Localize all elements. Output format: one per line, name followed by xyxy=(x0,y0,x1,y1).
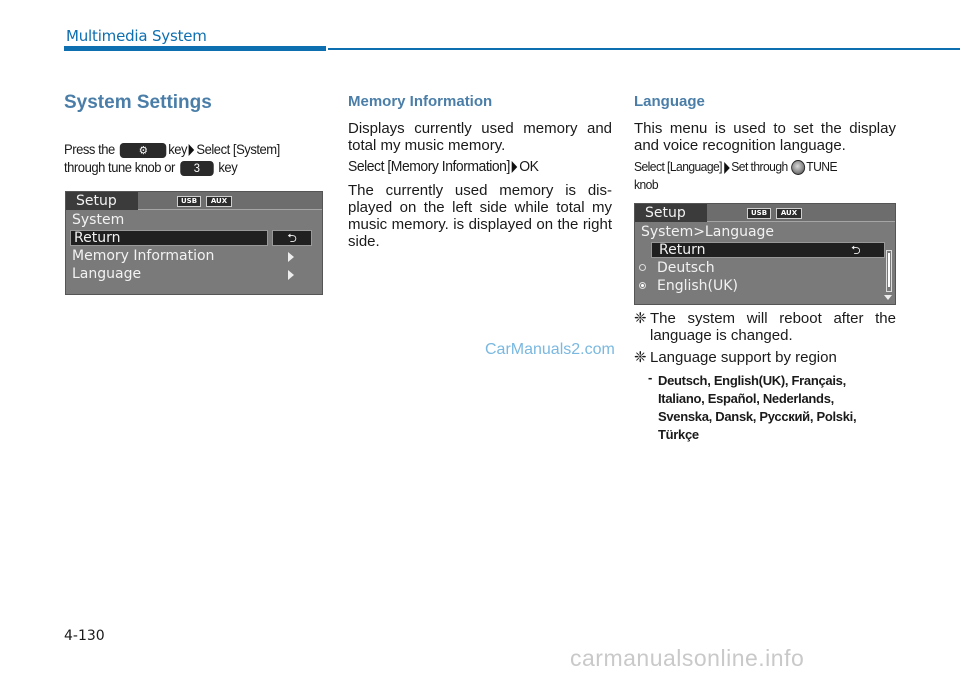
note-language-support xyxy=(634,349,896,366)
arrow-right-icon xyxy=(512,161,518,173)
instr-text: knob xyxy=(634,177,658,192)
header-rule-thick xyxy=(64,46,326,51)
language-option-deutsch[interactable] xyxy=(635,259,895,277)
gear-icon: ⚙ xyxy=(138,144,148,157)
instr-text: Select [Memory Information] xyxy=(348,158,510,175)
chevron-right-icon xyxy=(288,270,294,280)
menu-item-return[interactable] xyxy=(635,241,895,259)
radio-selected xyxy=(639,282,646,289)
memory-info-instruction xyxy=(348,158,608,176)
memory-info-paragraph-1: Displays currently used memory and total my music memory. xyxy=(348,120,612,154)
instr-text: TUNE xyxy=(806,159,837,174)
list-item: Italiano, Español, Nederlands, xyxy=(658,391,834,406)
instr-text: Select [Language] xyxy=(634,159,722,174)
screen-heading-text: System xyxy=(72,212,125,228)
scrollbar[interactable] xyxy=(886,250,892,292)
list-dash: - xyxy=(648,370,653,385)
chevron-right-icon xyxy=(288,252,294,262)
column-system-settings xyxy=(64,92,326,176)
system-settings-instructions xyxy=(64,140,324,176)
menu-item-return[interactable] xyxy=(66,229,322,247)
list-item: Türkçe xyxy=(658,427,699,442)
note-reboot xyxy=(634,310,896,344)
column-language xyxy=(634,92,896,194)
instr-text: OK xyxy=(519,158,539,175)
page-number: 4-130 xyxy=(64,628,105,644)
usb-badge: USB xyxy=(747,208,771,219)
screen-topbar xyxy=(66,192,322,210)
setup-system-screen xyxy=(65,191,323,295)
scroll-thumb[interactable] xyxy=(888,253,890,287)
scroll-down-icon[interactable] xyxy=(884,295,892,300)
system-settings-title: System Settings xyxy=(64,92,212,113)
instr-text: key xyxy=(168,141,188,157)
instr-text: Press the xyxy=(64,141,115,157)
memory-info-paragraph-3: The currently used memory is dis-played on the left side while total my music memory. is displayed on the right side. xyxy=(348,182,612,250)
column-memory-information xyxy=(348,92,612,254)
menu-item-memory-information[interactable] xyxy=(66,247,322,265)
language-title: Language xyxy=(634,93,705,110)
note-mark-icon: ❈ xyxy=(634,310,647,327)
instr-text: Set through xyxy=(731,159,788,174)
key-3-button: 3 xyxy=(180,161,213,176)
arrow-right-icon xyxy=(189,144,195,156)
instr-text: through tune knob or xyxy=(64,159,175,175)
language-option-label: Deutsch xyxy=(657,260,715,276)
menu-item-label: Memory Information xyxy=(72,248,215,264)
memory-information-title: Memory Information xyxy=(348,93,493,110)
list-item: Deutsch, English(UK), Français, xyxy=(658,373,846,388)
setup-tab: Setup xyxy=(635,204,707,222)
language-option-english-uk[interactable] xyxy=(635,277,895,295)
menu-item-label: Language xyxy=(72,266,142,282)
return-icon: ⮌ xyxy=(272,230,312,246)
language-option-label: English(UK) xyxy=(657,278,738,294)
tune-knob-icon xyxy=(791,160,805,175)
return-icon: ⮌ xyxy=(851,243,861,257)
header-rule-thin xyxy=(328,48,960,50)
screen-topbar xyxy=(635,204,895,222)
language-notes xyxy=(634,310,896,444)
usb-badge: USB xyxy=(177,196,201,207)
screen-heading xyxy=(66,211,322,229)
menu-item-language[interactable] xyxy=(66,265,322,283)
language-instruction xyxy=(634,158,894,194)
aux-badge: AUX xyxy=(206,196,232,207)
setup-tab: Setup xyxy=(66,192,138,210)
note-mark-icon: ❈ xyxy=(634,349,647,366)
region-language-list xyxy=(634,372,896,444)
footer-watermark: carmanualsonline.info xyxy=(570,645,805,671)
screen-heading-text: System>Language xyxy=(641,224,775,240)
note-text: Language support by region xyxy=(650,349,837,366)
instr-text: key xyxy=(218,159,238,175)
radio-unselected xyxy=(639,264,646,271)
watermark: CarManuals2.com xyxy=(485,341,615,358)
menu-item-label: Return xyxy=(74,230,121,246)
instr-text: Select [System] xyxy=(196,141,280,157)
language-paragraph-1: This menu is used to set the display and voice recognition language. xyxy=(634,120,896,154)
arrow-right-icon xyxy=(724,162,730,174)
setup-key-button xyxy=(120,143,167,158)
setup-language-screen xyxy=(634,203,896,305)
list-item: Svenska, Dansk, Русский, Polski, xyxy=(658,409,857,424)
screen-heading xyxy=(635,223,895,241)
menu-item-label: Return xyxy=(659,242,706,258)
aux-badge: AUX xyxy=(776,208,802,219)
note-text: The system will reboot after the language is changed. xyxy=(650,310,896,344)
section-title: Multimedia System xyxy=(66,27,207,45)
